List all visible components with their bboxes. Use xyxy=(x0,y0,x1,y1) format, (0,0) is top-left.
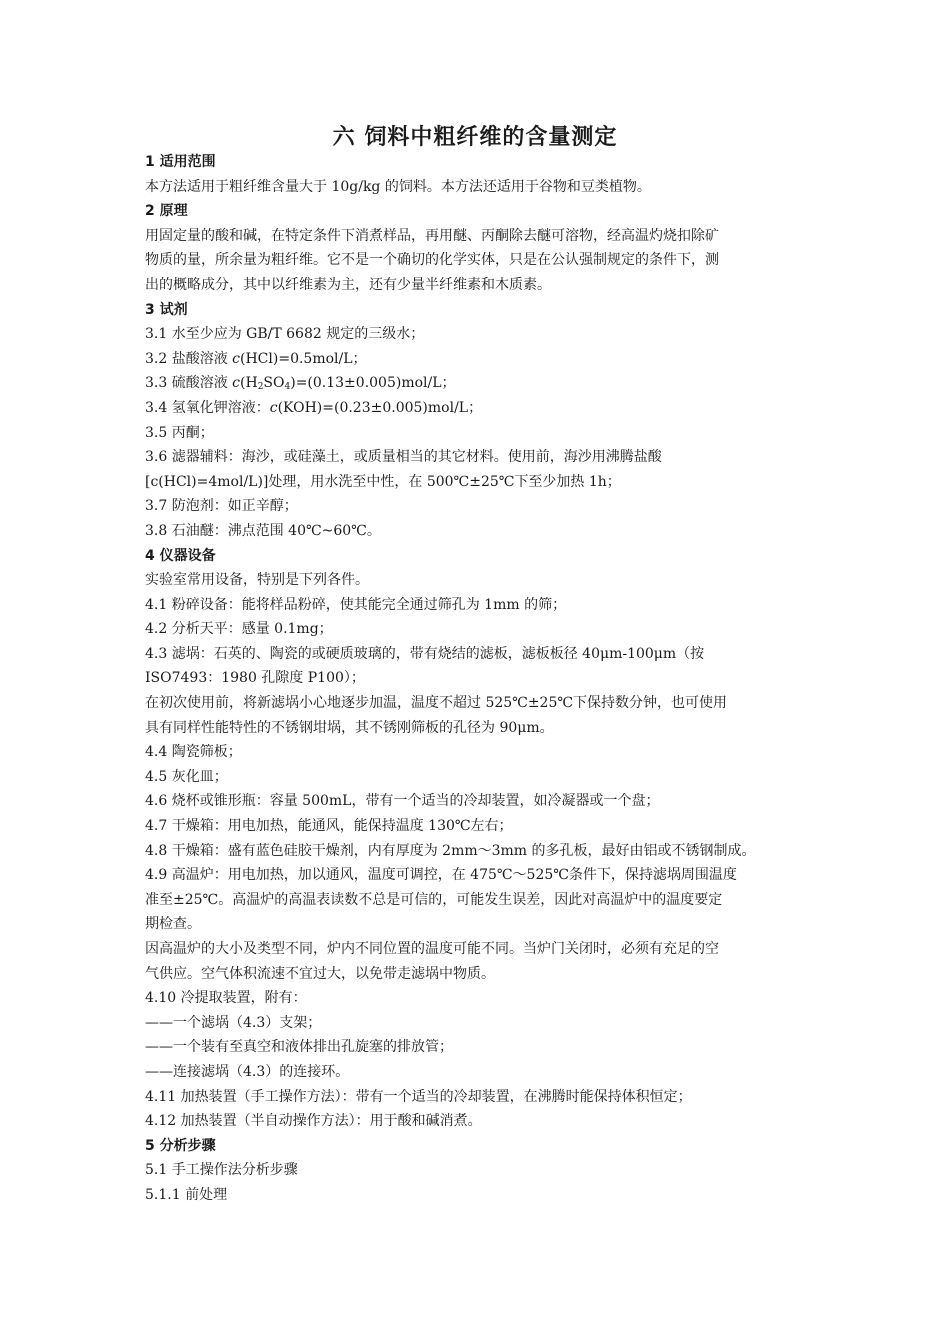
procedure-item: 5.1.1 前处理 xyxy=(145,1186,228,1203)
apparatus-item-continued: 准至±25℃。高温炉的高温表读数不总是可信的，可能发生误差，因此对高温炉中的温度要定 xyxy=(145,891,723,908)
reagent-item: 3.4 氢氧化钾溶液：c(KOH)=(0.23±0.005)mol/L； xyxy=(145,399,483,416)
apparatus-item-continued: 期检查。 xyxy=(145,916,201,933)
paragraph-principle-line: 出的概略成分，其中以纤维素为主，还有少量半纤维素和木质素。 xyxy=(145,276,551,293)
apparatus-item-note: 在初次使用前，将新滤埚小心地逐步加温，温度不超过 525℃±25℃下保持数分钟，也可使用 xyxy=(145,695,728,712)
apparatus-item: 4.2 分析天平：感量 0.1mg； xyxy=(145,621,333,638)
apparatus-item: 4.9 高温炉：用电加热，加以通风，温度可调控，在 475℃～525℃条件下，保持滤埚周围温度 xyxy=(145,867,737,884)
paragraph-principle-line: 物质的量，所余量为粗纤维。它不是一个确切的化学实体，只是在公认强制规定的条件下，测 xyxy=(145,252,719,269)
section-heading-procedure: 5 分析步骤 xyxy=(145,1137,216,1154)
apparatus-item: 4.12 加热装置（半自动操作方法）：用于酸和碱消煮。 xyxy=(145,1113,482,1130)
apparatus-subitem: ——连接滤埚（4.3）的连接环。 xyxy=(145,1063,350,1080)
reagent-item: 3.7 防泡剂：如正辛醇； xyxy=(145,498,298,515)
section-heading-principle: 2 原理 xyxy=(145,203,188,220)
apparatus-item-continued: ISO7493：1980 孔隙度 P100）； xyxy=(145,670,365,687)
apparatus-item: 4.3 滤埚：石英的、陶瓷的或硬质玻璃的，带有烧结的滤板，滤板板径 40μm-100μm（按 xyxy=(145,645,705,662)
procedure-item: 5.1 手工操作法分析步骤 xyxy=(145,1162,298,1179)
apparatus-subitem: ——一个装有至真空和液体排出孔旋塞的排放管； xyxy=(145,1039,453,1056)
apparatus-item: 4.8 干燥箱：盛有蓝色硅胶干燥剂，内有厚度为 2mm～3mm 的多孔板，最好由铝或不锈钢制成。 xyxy=(145,842,756,859)
apparatus-intro: 实验室常用设备，特别是下列各件。 xyxy=(145,572,369,589)
section-heading-scope: 1 适用范围 xyxy=(145,154,216,170)
reagent-item: 3.3 硫酸溶液 $c(H_2SO_4)=(0.13\pm 0.005)mol/L$； xyxy=(145,375,456,393)
apparatus-item: 4.6 烧杯或锥形瓶：容量 500mL，带有一个适当的冷却装置，如冷凝器或一个盘； xyxy=(145,793,660,810)
reagent-item-continued: [c(HCl)=4mol/L)]处理，用水洗至中性，在 500℃±25℃下至少加热 1h； xyxy=(145,473,621,490)
document-body xyxy=(145,150,810,1208)
document-title: 六 饲料中粗纤维的含量测定 xyxy=(332,125,618,150)
section-heading-apparatus: 4 仪器设备 xyxy=(145,547,216,564)
apparatus-item-note: 具有同样性能特性的不锈钢坩埚，其不锈刚筛板的孔径为 90μm。 xyxy=(145,719,554,736)
reagent-item: 3.5 丙酮； xyxy=(145,424,214,441)
apparatus-item: 4.7 干燥箱：用电加热，能通风，能保持温度 130℃左右； xyxy=(145,818,513,835)
reagent-item: 3.6 滤器辅料：海沙，或硅藻土，或质量相当的其它材料。使用前，海沙用沸腾盐酸 xyxy=(145,449,662,466)
reagent-item: 3.1 水至少应为 GB/T 6682 规定的三级水； xyxy=(145,326,425,343)
apparatus-item: 4.5 灰化皿； xyxy=(145,768,228,785)
reagent-item: 3.8 石油醚：沸点范围 40℃~60℃。 xyxy=(145,522,381,539)
reagent-item: 3.2 盐酸溶液 c(HCl)=0.5mol/L； xyxy=(145,350,367,367)
apparatus-item: 4.1 粉碎设备：能将样品粉碎，使其能完全通过筛孔为 1mm 的筛； xyxy=(145,596,567,613)
apparatus-item-note: 气供应。空气体积流速不宜过大，以免带走滤埚中物质。 xyxy=(145,965,495,982)
apparatus-item-note: 因高温炉的大小及类型不同，炉内不同位置的温度可能不同。当炉门关闭时，必须有充足的空 xyxy=(145,941,719,957)
paragraph-scope: 本方法适用于粗纤维含量大于 10g/kg 的饲料。本方法还适用于谷物和豆类植物。 xyxy=(145,178,651,195)
apparatus-item: 4.4 陶瓷筛板； xyxy=(145,744,242,761)
apparatus-subitem: ——一个滤埚（4.3）支架； xyxy=(145,1014,322,1031)
paragraph-principle-line: 用固定量的酸和碱，在特定条件下消煮样品，再用醚、丙酮除去醚可溶物，经高温灼烧扣除矿 xyxy=(145,227,719,244)
apparatus-item: 4.11 加热装置（手工操作方法）：带有一个适当的冷却装置，在沸腾时能保持体积恒定； xyxy=(145,1088,692,1105)
apparatus-item: 4.10 冷提取装置，附有： xyxy=(145,990,307,1007)
section-heading-reagents: 3 试剂 xyxy=(145,301,188,318)
